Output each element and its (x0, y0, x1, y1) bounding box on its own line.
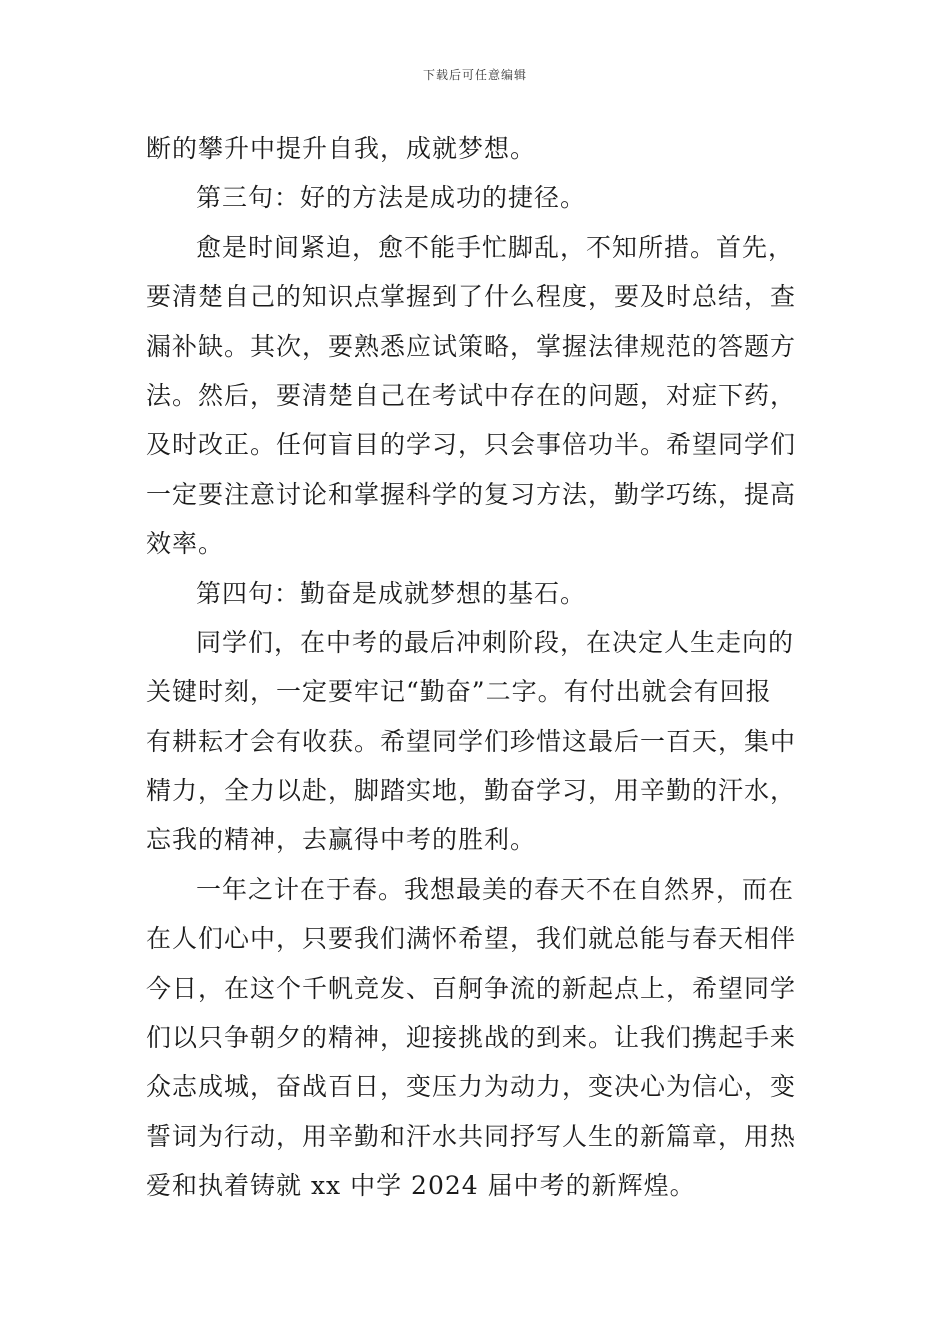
section-heading-3: 第三句：好的方法是成功的捷径。 (196, 183, 587, 213)
text-line: 关键时刻，一定要牢记“勤奋”二字。有付出就会有回报 (146, 677, 772, 707)
text-line: 爱和执着铸就 xx 中学 2024 届中考的新辉煌。 (146, 1171, 696, 1201)
text-line: 一年之计在于春。我想最美的春天不在自然界，而在 (196, 874, 795, 904)
text-line: 法。然后，要清楚自己在考试中存在的问题，对症下药， (146, 380, 797, 410)
text-line: 断的攀升中提升自我，成就梦想。 (146, 134, 537, 163)
text-line: 精力，全力以赴，脚踏实地，勤奋学习，用辛勤的汗水， (146, 776, 797, 806)
text-line: 忘我的精神，去赢得中考的胜利。 (146, 825, 537, 855)
text-line: 愈是时间紧迫，愈不能手忙脚乱，不知所措。首先， (196, 232, 795, 262)
text-line: 一定要注意讨论和掌握科学的复习方法，勤学巧练，提高 (146, 479, 797, 509)
text-line: 要清楚自己的知识点掌握到了什么程度，要及时总结，查 (146, 282, 797, 312)
text-line: 在人们心中，只要我们满怀希望，我们就总能与春天相伴 (146, 924, 797, 954)
text-line: 漏补缺。其次，要熟悉应试策略，掌握法律规范的答题方 (146, 331, 797, 361)
text-line: 同学们，在中考的最后冲刺阶段，在决定人生走向的 (196, 627, 795, 657)
page-header: 下载后可任意编辑 (422, 68, 527, 82)
text-line: 今日，在这个千帆竞发、百舸争流的新起点上，希望同学 (146, 973, 797, 1003)
text-line: 们以只争朝夕的精神，迎接挑战的到来。让我们携起手来 (146, 1023, 797, 1053)
text-line: 效率。 (146, 529, 225, 559)
text-line: 众志成城，奋战百日，变压力为动力，变决心为信心，变 (146, 1072, 797, 1102)
text-line: 有耕耘才会有收获。希望同学们珍惜这最后一百天，集中 (146, 726, 797, 756)
section-heading-4: 第四句：勤奋是成就梦想的基石。 (196, 578, 587, 608)
text-line: 誓词为行动，用辛勤和汗水共同抒写人生的新篇章，用热 (146, 1121, 797, 1151)
text-line: 及时改正。任何盲目的学习，只会事倍功半。希望同学们 (146, 430, 797, 460)
document-body (146, 124, 816, 1211)
